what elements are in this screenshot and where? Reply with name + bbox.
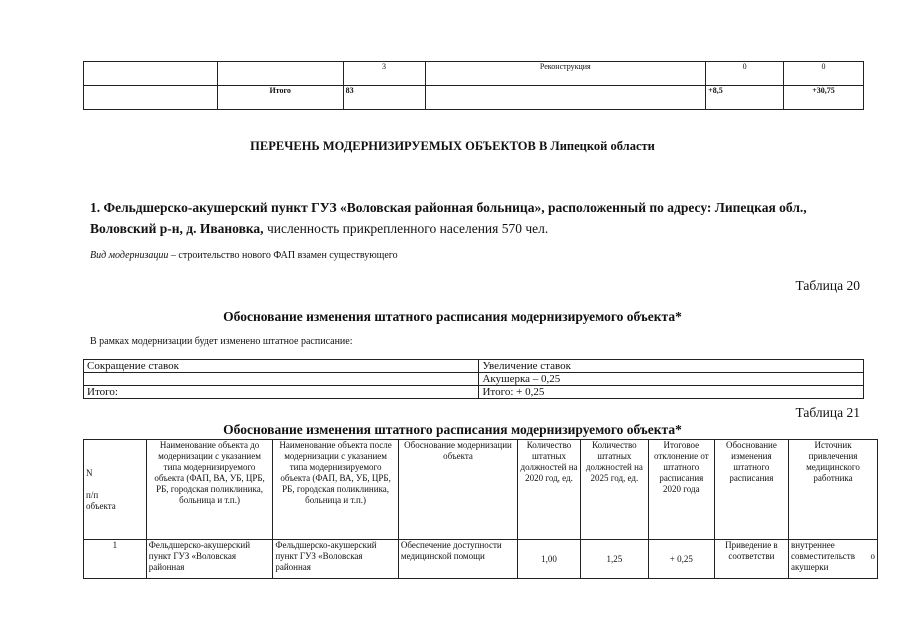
table-cell: [425, 86, 706, 110]
table-cell: [84, 86, 218, 110]
previous-table-fragment: [83, 61, 864, 110]
table-header-cell: Обоснование модернизации объекта: [398, 440, 517, 540]
table-cell: +8,5: [706, 86, 784, 110]
section-heading: ПЕРЕЧЕНЬ МОДЕРНИЗИРУЕМЫХ ОБЪЕКТОВ В Липецкой области: [250, 139, 655, 153]
table-cell: Реконструкция: [425, 62, 706, 86]
table-header-cell: N п/п объекта: [84, 440, 147, 540]
table-cell: +30,75: [784, 86, 864, 110]
table-row: [84, 62, 864, 86]
table-header-cell: Сокращение ставок: [84, 360, 479, 373]
table-title: Обоснование изменения штатного расписания модернизируемого объекта*: [223, 309, 682, 324]
table-cell: 0: [784, 62, 864, 86]
object-title: [90, 197, 865, 239]
table-cell: Итого: [217, 86, 343, 110]
table-header-cell: Количество штатных должностей на 2025 год, ед.: [580, 440, 648, 540]
table-header-cell: Наименование объекта после модернизации с указанием типа модернизируемого объекта (ФАП, ВА, УБ, ЦРБ, РБ, городская поликлиника, больница и т.п.): [273, 440, 399, 540]
table-cell: [217, 62, 343, 86]
table-cell: Обеспечение доступности медицинской помощи: [398, 540, 517, 579]
table-cell: 83: [343, 86, 425, 110]
table-number-label: Таблица 20: [795, 278, 860, 293]
table-header-cell: Наименование объекта до модернизации с указанием типа модернизируемого объекта (ФАП, ВА, УБ, ЦРБ, РБ, городская поликлиника, больница и т.п.): [146, 440, 273, 540]
table-row: [84, 373, 864, 386]
staff-change-table: [83, 359, 864, 399]
table-cell: Фельдшерско-акушерский пункт ГУЗ «Воловская районная: [146, 540, 273, 579]
table-cell: Итого:: [84, 386, 479, 399]
table-cell: Фельдшерско-акушерский пункт ГУЗ «Воловская районная: [273, 540, 399, 579]
object-title-rest: численность прикрепленного населения 570 чел.: [263, 221, 549, 236]
object-title-bold: 1. Фельдшерско-акушерский пункт ГУЗ «Воловская районная больница», расположенный по адресу: Липецкая обл., Воловский р-н, д. Ивановка,: [90, 200, 807, 236]
table-header-cell: Обоснование изменения штатного расписания: [714, 440, 788, 540]
table-header-row: [84, 360, 864, 373]
table-header-cell: Увеличение ставок: [479, 360, 864, 373]
table-cell: 1,25: [580, 540, 648, 579]
table-header-cell: Источник привлечения медицинского работника: [789, 440, 878, 540]
table-row-total: [84, 86, 864, 110]
intro-text: В рамках модернизации будет изменено штатное расписание:: [90, 336, 353, 347]
staffing-justification-table: [83, 439, 878, 579]
table-cell: Приведение в соответстви: [714, 540, 788, 579]
modernization-kind-text: – строительство нового ФАП взамен существующего: [168, 250, 398, 261]
table-cell: [84, 373, 479, 386]
table-cell: [84, 62, 218, 86]
modernization-kind: [90, 250, 398, 261]
table-header-cell: Итоговое отклонение от штатного расписания 2020 года: [648, 440, 714, 540]
table-header-row: [84, 440, 878, 540]
table-cell: Акушерка – 0,25: [479, 373, 864, 386]
modernization-kind-label: Вид модернизации: [90, 250, 169, 261]
table-number-label: Таблица 21: [795, 405, 860, 420]
table-header-cell: Количество штатных должностей на 2020 год, ед.: [518, 440, 581, 540]
table-cell: 1,00: [518, 540, 581, 579]
table-cell: Итого: + 0,25: [479, 386, 864, 399]
table-cell: 3: [343, 62, 425, 86]
table-cell: 0: [706, 62, 784, 86]
table-cell: 1: [84, 540, 147, 579]
table-cell: + 0,25: [648, 540, 714, 579]
table-title: Обоснование изменения штатного расписания модернизируемого объекта*: [223, 422, 682, 437]
table-row: [84, 540, 878, 579]
table-cell: внутреннее совместительств о акушерки: [789, 540, 878, 579]
table-row-total: [84, 386, 864, 399]
